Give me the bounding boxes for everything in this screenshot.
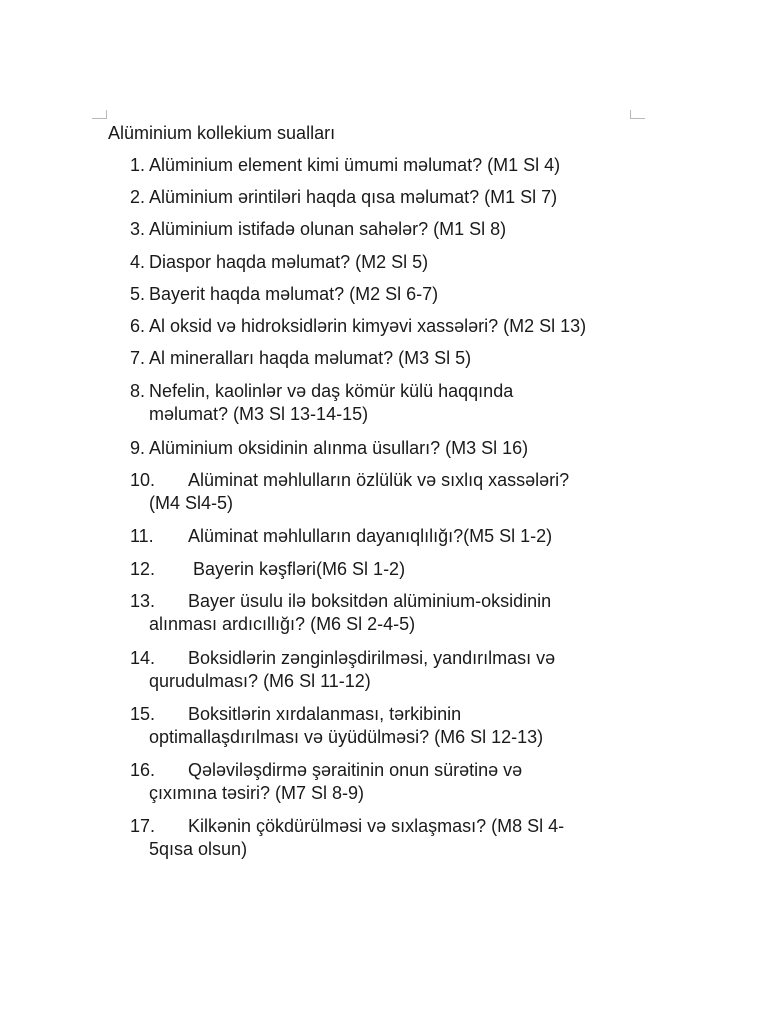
list-item-number: 13. (130, 591, 156, 611)
list-item-number: 5. (130, 284, 146, 304)
list-item-number: 1. (130, 155, 146, 175)
list-item-text-continued: məlumat? (M3 Sl 13-14-15) (149, 404, 369, 424)
list-item-text: Alüminium istifadə olunan sahələr? (M1 Sl 8) (149, 219, 507, 239)
list-item-text: Boksitlərin xırdalanması, tərkibinin (188, 704, 462, 724)
list-item-text: Alüminat məhlulların özlülük və sıxlıq xassələri? (188, 470, 570, 490)
list-item-text: Diaspor haqda məlumat? (M2 Sl 5) (149, 252, 429, 272)
list-item-number: 10. (130, 470, 156, 490)
list-item-number: 11. (130, 526, 154, 546)
list-item-text: Alüminium ərintiləri haqda qısa məlumat? (M1 Sl 7) (149, 187, 558, 207)
list-item-number: 17. (130, 816, 156, 836)
list-item-text: Qələviləşdirmə şəraitinin onun sürətinə və (188, 760, 523, 780)
list-item-text-continued: çıxımına təsiri? (M7 Sl 8-9) (149, 783, 365, 803)
page-corner-mark-right (630, 110, 645, 119)
list-item-number: 15. (130, 704, 156, 724)
list-item-text-continued: optimallaşdırılması və üyüdülməsi? (M6 Sl 12-13) (149, 727, 544, 747)
page-corner-mark-left (92, 110, 107, 119)
list-item-text-continued: (M4 Sl4-5) (149, 493, 234, 513)
list-item-text: Boksidlərin zənginləşdirilməsi, yandırılması və (188, 648, 556, 668)
list-item-number: 6. (130, 316, 146, 336)
list-item-number: 7. (130, 348, 146, 368)
list-item-number: 8. (130, 381, 146, 401)
document-title: Alüminium kollekium sualları (108, 123, 336, 143)
list-item-text: Alüminat məhlulların dayanıqlılığı?(M5 Sl 1-2) (188, 526, 553, 546)
list-item-text: Kilkənin çökdürülməsi və sıxlaşması? (M8 Sl 4- (188, 816, 565, 836)
list-item-text: Bayerit haqda məlumat? (M2 Sl 6-7) (149, 284, 439, 304)
list-item-text: Alüminium element kimi ümumi məlumat? (M1 Sl 4) (149, 155, 561, 175)
list-item-text: Bayer üsulu ilə boksitdən alüminium-oksidinin (188, 591, 552, 611)
list-item-number: 3. (130, 219, 146, 239)
list-item-text: Bayerin kəşfləri(M6 Sl 1-2) (188, 559, 406, 579)
list-item-number: 16. (130, 760, 156, 780)
list-item-text-continued: qurudulması? (M6 Sl 11-12) (149, 671, 371, 691)
list-item-text: Nefelin, kaolinlər və daş kömür külü haqqında (149, 381, 514, 401)
list-item-text: Al oksid və hidroksidlərin kimyəvi xassələri? (M2 Sl 13) (149, 316, 587, 336)
list-item-text: Al mineralları haqda məlumat? (M3 Sl 5) (149, 348, 472, 368)
list-item-number: 2. (130, 187, 146, 207)
list-item-text: Alüminium oksidinin alınma üsulları? (M3 Sl 16) (149, 438, 529, 458)
list-item-number: 9. (130, 438, 146, 458)
list-item-number: 14. (130, 648, 156, 668)
list-item-number: 12. (130, 559, 156, 579)
list-item-number: 4. (130, 252, 146, 272)
list-item-text-continued: 5qısa olsun) (149, 839, 248, 859)
list-item-text-continued: alınması ardıcıllığı? (M6 Sl 2-4-5) (149, 614, 416, 634)
